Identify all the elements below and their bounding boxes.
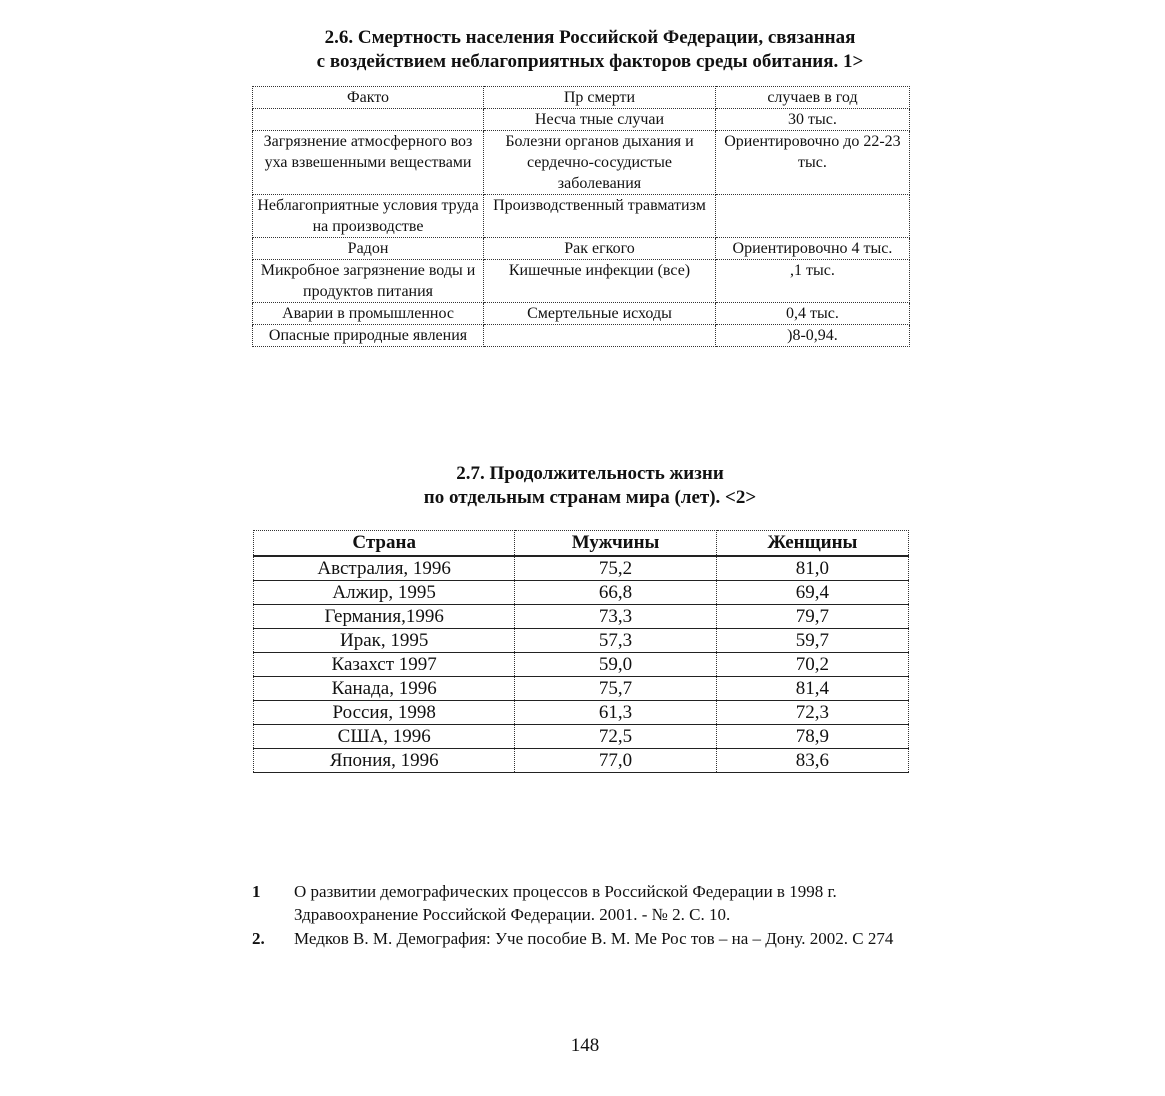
table-row [254,629,909,653]
footnote-text: Медков В. М. Демография: Уче пособие В. М. Ме Рос тов – на – Дону. 2002. С 274 [294,929,894,948]
table-cell: Производственный травматизм [484,195,716,238]
table-cell: США, 1996 [254,725,515,749]
table-row [253,303,910,325]
table-row [253,109,910,131]
table-cell: 77,0 [515,749,716,773]
table-row [254,556,909,581]
table-cell: 59,0 [515,653,716,677]
table-cell: Германия,1996 [254,605,515,629]
header-cell-factor: Факто [253,87,484,109]
table-cell: Япония, 1996 [254,749,515,773]
mortality-table [252,86,910,347]
header-cell-cases: случаев в год [715,87,909,109]
table-cell: Смертельные исходы [484,303,716,325]
footnote-number: 2. [252,929,265,948]
table-cell: )8-0,94. [715,325,909,347]
table-cell: 79,7 [716,605,908,629]
table-cell [253,109,484,131]
table-cell: 72,5 [515,725,716,749]
table-cell: Несча тные случаи [484,109,716,131]
table2-title [230,462,950,510]
table-row [254,653,909,677]
table-cell: 73,3 [515,605,716,629]
header-cell-country: Страна [254,531,515,557]
table-header-row [253,87,910,109]
footnote-number: 1 [252,882,261,901]
life-expectancy-table [253,530,909,773]
table-cell: Россия, 1998 [254,701,515,725]
table-row [253,238,910,260]
table1-title-line2: с воздействием неблагоприятных факторов среды обитания. 1> [316,51,864,72]
table-cell: 75,7 [515,677,716,701]
table-row [254,725,909,749]
table-row [254,581,909,605]
table-cell: Ориентировочно 4 тыс. [715,238,909,260]
table-cell: 59,7 [716,629,908,653]
table1-title [230,26,950,74]
table-cell [715,195,909,238]
table-cell: Микробное загрязнение воды и продуктов питания [253,260,484,303]
table-row [253,195,910,238]
table-row [253,260,910,303]
table-cell: 61,3 [515,701,716,725]
table1-title-line1: 2.6. Смертность населения Российской Федерации, связанная [324,27,856,48]
page-number: 148 [570,1035,600,1056]
footnote-text: О развитии демографических процессов в Российской Федерации в 1998 г. Здравоохранение Российской Федерации. 2001. - № 2. С. 10. [294,882,837,924]
table-cell: Ирак, 1995 [254,629,515,653]
table-row [254,701,909,725]
table-cell: 72,3 [716,701,908,725]
table-cell: 81,0 [716,556,908,581]
table-cell: Кишечные инфекции (все) [484,260,716,303]
header-cell-women: Женщины [716,531,908,557]
table-cell: Ориентировочно до 22-23 тыс. [715,131,909,195]
table-cell: Болезни органов дыхания и сердечно-сосудистые заболевания [484,131,716,195]
table-cell: Канада, 1996 [254,677,515,701]
table-cell: 81,4 [716,677,908,701]
footnote [252,927,922,950]
footnotes [252,880,922,951]
footnote [252,880,922,926]
table-cell: Рак егкого [484,238,716,260]
table-row [254,605,909,629]
table-cell: 70,2 [716,653,908,677]
table-cell: Казахст 1997 [254,653,515,677]
table-cell: Загрязнение атмосферного воз уха взвешенными веществами [253,131,484,195]
table-cell: Радон [253,238,484,260]
table-cell [484,325,716,347]
table-cell: 66,8 [515,581,716,605]
table-cell: 57,3 [515,629,716,653]
table-row [253,131,910,195]
table-cell: Алжир, 1995 [254,581,515,605]
table-row [254,749,909,773]
table-cell: 78,9 [716,725,908,749]
table-cell: ,1 тыс. [715,260,909,303]
table-cell: 0,4 тыс. [715,303,909,325]
header-cell-men: Мужчины [515,531,716,557]
table-cell: 83,6 [716,749,908,773]
table2-title-line2: по отдельным странам мира (лет). <2> [423,487,757,508]
table2-title-line1: 2.7. Продолжительность жизни [456,463,724,484]
table-header-row [254,531,909,557]
header-cell-cause: Пр смерти [484,87,716,109]
table-cell: Австралия, 1996 [254,556,515,581]
table-row [253,325,910,347]
table-cell: Опасные природные явления [253,325,484,347]
table-cell: 69,4 [716,581,908,605]
table-cell: Аварии в промышленнос [253,303,484,325]
table-cell: 30 тыс. [715,109,909,131]
table-row [254,677,909,701]
table-cell: 75,2 [515,556,716,581]
table-cell: Неблагоприятные условия труда на производстве [253,195,484,238]
